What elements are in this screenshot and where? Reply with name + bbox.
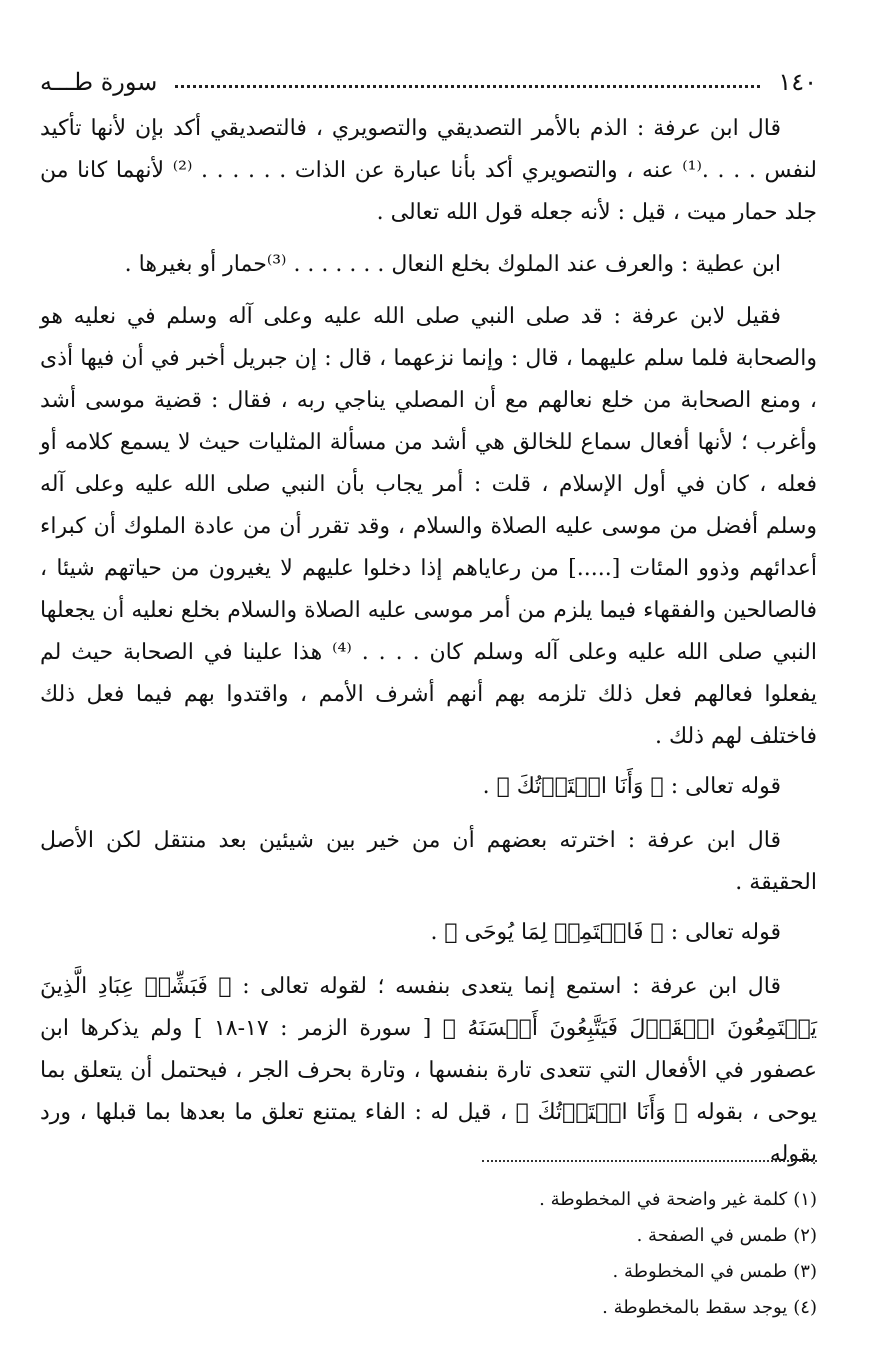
footnote-3 [40,1254,817,1290]
footnote-4 [40,1290,817,1326]
footnote-separator [482,1160,817,1162]
paragraph-ibn-arafa-istamaa: قال ابن عرفة : استمع إنما يتعدى بنفسه ؛ لقوله تعالى : ﴿ فَبَشِّرۡ عِبَادِ الَّذِينَ يَسۡتَمِعُونَ الۡقَوۡلَ فَيَتَّبِعُونَ أَحۡسَنَهُ ﴾ [ سورة الزمر : ١٧-١٨ ] ولم يذكرها ابن عصفور في الأفعال التي تتعدى تارة بنفسها ، وتارة بحرف الجر ، فيحتمل أن يتعلق بما يوحى ، بقوله ﴿ وَأَنَا اخۡتَرۡتُكَ ﴾ ، قيل له : الفاء يمتنع تعلق ما بعدها بما قبلها ، ورد بقوله [40,974,817,1167]
footnote-text: طمس في المخطوطة . [612,1261,788,1282]
footnote-mark: (٢) [793,1225,817,1246]
footnote-mark: (٤) [793,1297,817,1318]
verse-heading-fastami: قوله تعالى : ﴿ فَاسۡتَمِعۡ لِمَا يُوحَى ﴾ . [430,920,781,945]
page-number: ١٤٠ [778,68,817,96]
verse-heading-ikhtartuka: قوله تعالى : ﴿ وَأَنَا اخۡتَرۡتُكَ ﴾ . [482,774,781,799]
footnote-text: طمس في الصفحة . [636,1225,788,1246]
page-header [40,62,817,102]
footnote-mark: (١) [793,1189,817,1210]
paragraph-ibn-atiyya: ابن عطية : والعرف عند الملوك بخلع النعال . . . . . . . ⁽³⁾حمار أو بغيرها . [124,252,781,277]
footnote-2 [40,1218,817,1254]
paragraph-ibn-arafa-choice: قال ابن عرفة : اخترته بعضهم أن من خير بين شيئين بعد منتقل لكن الأصل الحقيقة . [40,828,817,895]
paragraph-ibn-arafa-1: قال ابن عرفة : الذم بالأمر التصديقي والتصويري ، فالتصديقي أكد بإن لأنها تأكيد لنفس . . . .⁽¹⁾ عنه ، والتصويري أكد بأنا عبارة عن الذات . . . . . . ⁽²⁾ لأنهما كانا من جلد حمار ميت ، قيل : لأنه جعله قول الله تعالى . [40,116,818,225]
paragraph-sandals-discussion: فقيل لابن عرفة : قد صلى النبي صلى الله عليه وعلى آله وسلم في نعليه هو والصحابة فلما سلم عليهما ، قال : وإنما نزعهما ، قال : إن جبريل أخبر في أن فيها أذى ، ومنع الصحابة من خلع نعالهم مع أن المصلي يناجي ربه ، فقال : قضية موسى أشد وأغرب ؛ لأنها أفعال سماع للخالق هي أشد من مسألة المثليات حيث لا يسمع كلامه أو فعله ، كان في أول الإسلام ، قلت : أمر يجاب بأن النبي صلى الله عليه وعلى آله وسلم أفضل من موسى عليه الصلاة والسلام ، وقد تقرر أن من عادة الملوك أن كبراء أعدائهم وذوو المئات [.....] من رعاياهم إذا دخلوا عليهم لا يغيرون من حياتهم شيئا ، فالصالحين والفقهاء فيما يلزم من أمر موسى عليه الصلاة والسلام بخلع نعليه أن يجعلها النبي صلى الله عليه وعلى آله وسلم كان . . . . ⁽⁴⁾ هذا علينا في الصحابة حيث لم يفعلوا فعالهم فعل ذلك تلزمه بهم أنهم أشرف الأمم ، واقتدوا بهم فيما فعل ذلك فاختلف لهم ذلك . [40,304,817,749]
footnote-text: يوجد سقط بالمخطوطة . [602,1297,788,1318]
main-text [40,108,817,1184]
footnote-1 [40,1182,817,1218]
header-dotted-rule [175,85,760,88]
footnote-text: كلمة غير واضحة في المخطوطة . [539,1189,788,1210]
footnotes [40,1160,817,1326]
footnote-mark: (٣) [793,1261,817,1282]
surah-title: سورة طـــه [40,68,158,96]
